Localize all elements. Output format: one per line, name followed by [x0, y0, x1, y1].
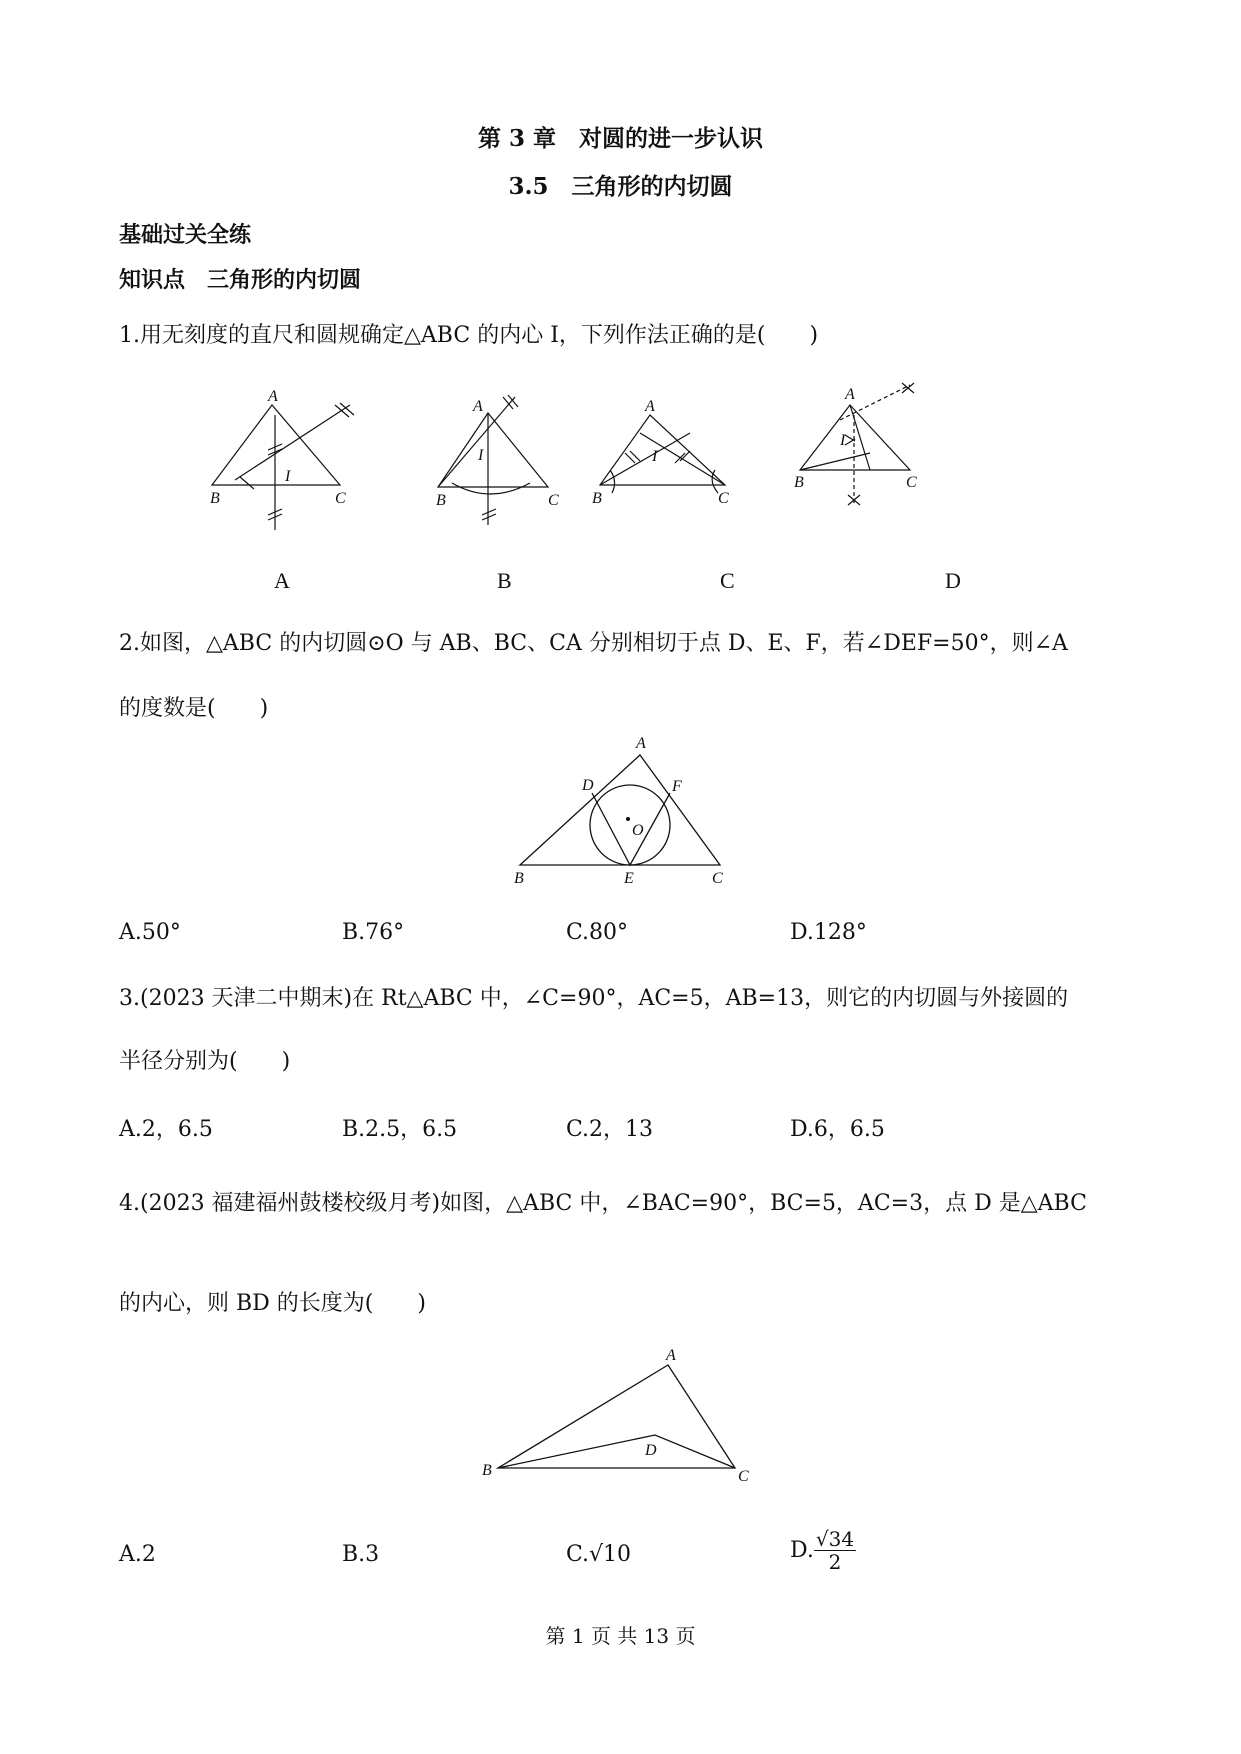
page-footer: 第 1 页 共 13 页 — [545, 1624, 696, 1648]
fig-b-label-b: B — [436, 492, 446, 509]
q4-label-d: D — [645, 1442, 657, 1459]
q2-label-o: O — [632, 822, 644, 839]
q1-caption-c: C — [720, 568, 735, 593]
q2-label-b: B — [514, 870, 524, 887]
practice-heading: 基础过关全练 — [119, 222, 252, 248]
figure-b — [438, 395, 548, 525]
question-3-stem-line1: 3.(2023 天津二中期末)在 Rt△ABC 中，∠C=90°，AC=5，AB=13，则它的内切圆与外接圆的 — [119, 986, 1069, 1011]
fig-d-label-b: B — [794, 474, 804, 491]
question-1-figures — [190, 375, 1070, 545]
q3-option-a[interactable]: A.2，6.5 — [119, 1117, 213, 1142]
fig-c-label-c: C — [718, 490, 729, 507]
fig-d-label-i: I — [840, 432, 846, 449]
fig-c-label-b: B — [592, 490, 602, 507]
figure-c — [600, 415, 725, 493]
figure-a — [212, 403, 354, 530]
question-2-stem-line2: 的度数是( ) — [119, 696, 269, 721]
fig-c-label-a: A — [645, 398, 655, 415]
q2-label-e: E — [624, 870, 634, 887]
question-1-stem: 1.用无刻度的直尺和圆规确定△ABC 的内心 I，下列作法正确的是( ) — [119, 323, 819, 348]
fig-d-label-c: C — [906, 474, 917, 491]
q1-caption-b: B — [497, 568, 512, 593]
fig-d-label-a: A — [845, 386, 855, 403]
fraction-denominator: 2 — [828, 1550, 842, 1574]
q3-option-b[interactable]: B.2.5，6.5 — [342, 1117, 458, 1142]
q3-option-d[interactable]: D.6，6.5 — [790, 1117, 885, 1142]
fig-c-label-i: I — [652, 448, 658, 465]
q2-label-a: A — [636, 735, 646, 752]
fig-a-label-i: I — [285, 468, 291, 485]
q4-option-b[interactable]: B.3 — [342, 1542, 380, 1567]
question-4-figure — [470, 1340, 770, 1500]
q4-option-d[interactable] — [790, 1528, 856, 1573]
q1-caption-a: A — [274, 568, 290, 593]
q2-label-f: F — [672, 778, 682, 795]
q4-option-d-prefix: D. — [790, 1538, 814, 1563]
fig-a-label-c: C — [335, 490, 346, 507]
q3-option-c[interactable]: C.2，13 — [566, 1117, 654, 1142]
q2-option-a[interactable]: A.50° — [119, 920, 181, 945]
fig-b-label-i: I — [478, 447, 484, 464]
fig-b-label-a: A — [473, 398, 483, 415]
q2-label-d: D — [582, 777, 594, 794]
q2-option-b[interactable]: B.76° — [342, 920, 405, 945]
fig-a-label-a: A — [268, 388, 278, 405]
q4-option-a[interactable]: A.2 — [119, 1542, 156, 1567]
q4-label-a: A — [666, 1347, 676, 1364]
question-2-stem-line1: 2.如图，△ABC 的内切圆⊙O 与 AB、BC、CA 分别相切于点 D、E、F，若∠DEF=50°，则∠A — [119, 631, 1068, 656]
q1-caption-d: D — [945, 568, 961, 593]
fig-b-label-c: C — [548, 492, 559, 509]
q2-label-c: C — [712, 870, 723, 887]
q4-label-c: C — [738, 1468, 749, 1485]
knowledge-heading: 知识点 三角形的内切圆 — [119, 267, 362, 293]
question-4-stem-line1: 4.(2023 福建福州鼓楼校级月考)如图，△ABC 中，∠BAC=90°，BC=5，AC=3，点 D 是△ABC — [119, 1191, 1087, 1216]
q4-option-c[interactable]: C.√10 — [566, 1542, 632, 1567]
question-3-stem-line2: 半径分别为( ) — [119, 1049, 291, 1074]
section-title: 3.5 三角形的内切圆 — [508, 173, 733, 200]
fig-a-label-b: B — [210, 490, 220, 507]
question-2-figure — [500, 735, 740, 890]
q2-option-c[interactable]: C.80° — [566, 920, 629, 945]
figure-d — [800, 383, 914, 505]
fraction-numerator: √34 — [815, 1527, 855, 1551]
q4-label-b: B — [482, 1462, 492, 1479]
q4-option-d-fraction — [814, 1528, 856, 1573]
chapter-title: 第 3 章 对圆的进一步认识 — [477, 125, 764, 152]
question-4-stem-line2: 的内心，则 BD 的长度为( ) — [119, 1291, 426, 1316]
q2-option-d[interactable]: D.128° — [790, 920, 867, 945]
